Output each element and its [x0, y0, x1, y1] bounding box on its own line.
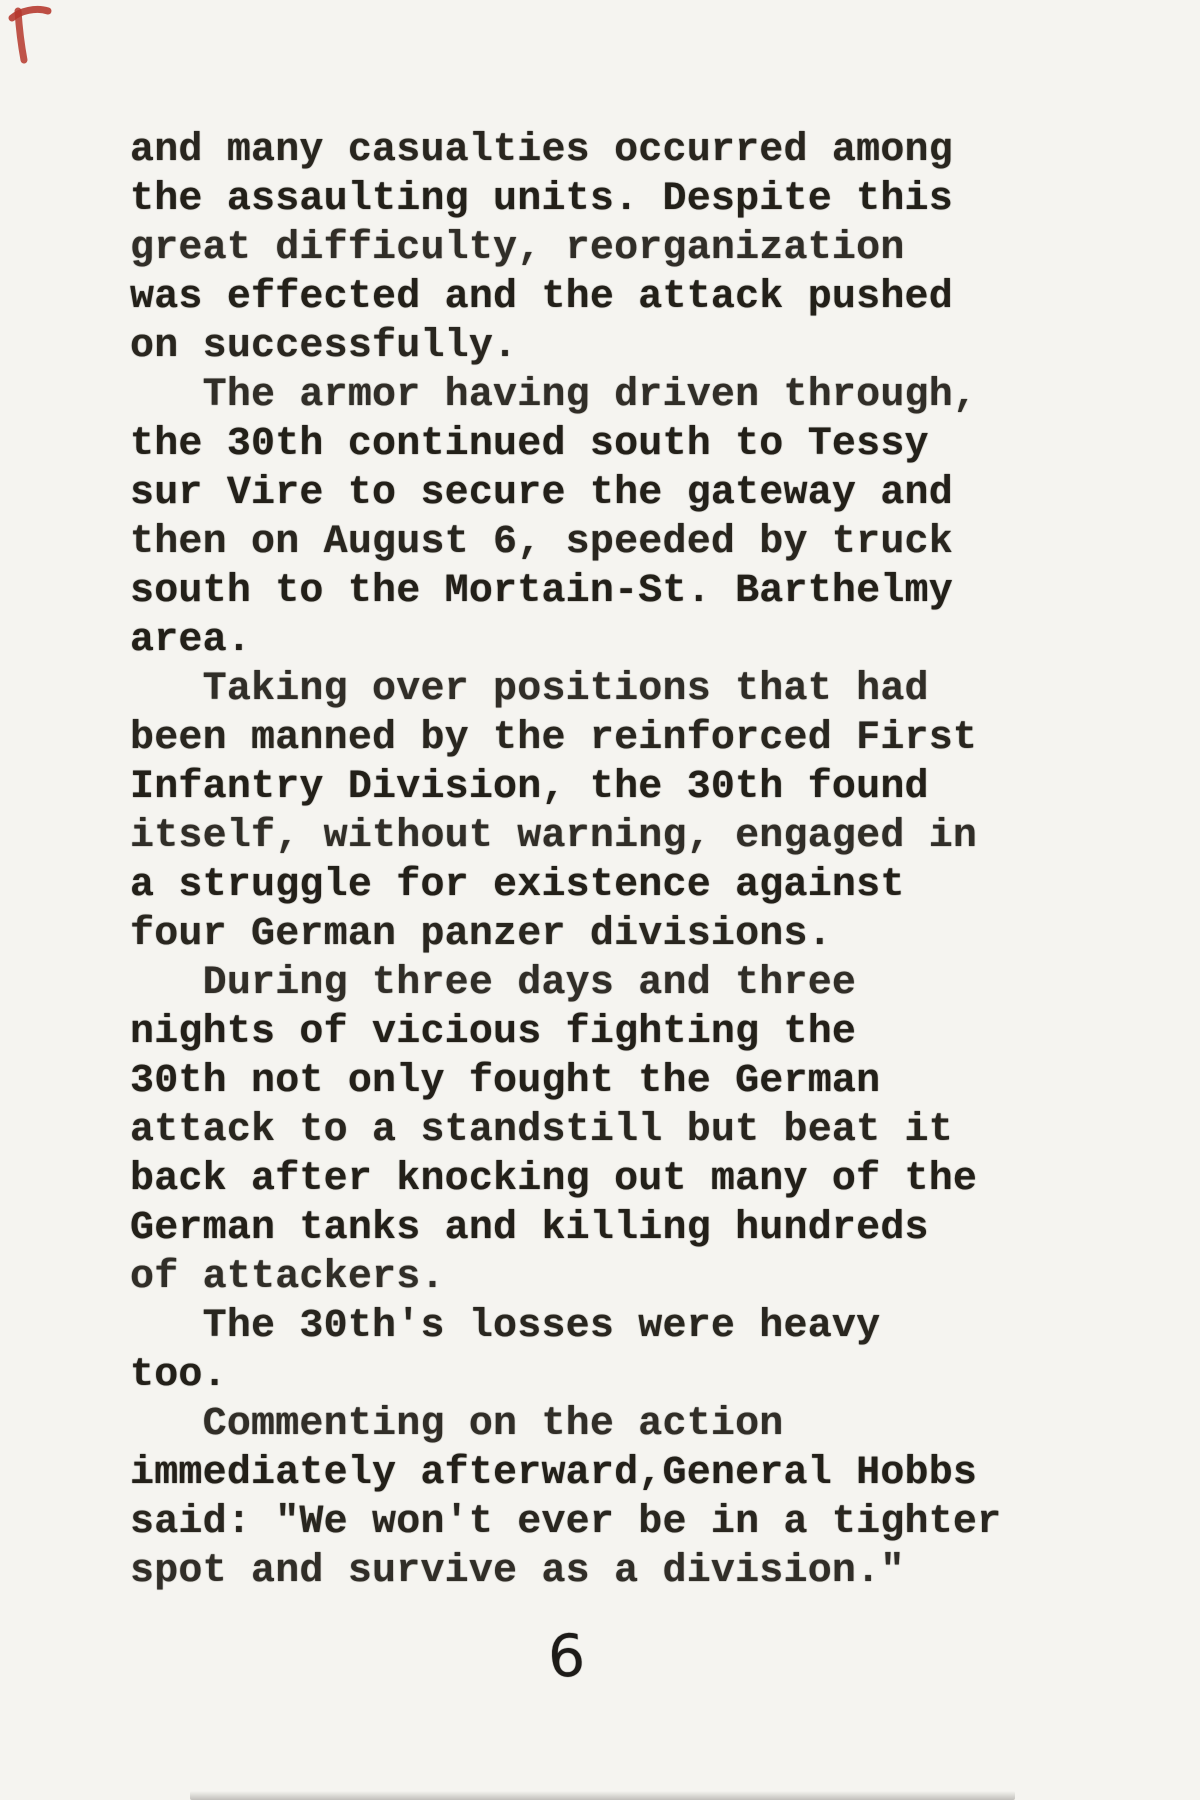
text-line: on successfully. — [130, 324, 518, 369]
text-line: of attackers. — [130, 1255, 445, 1300]
text-line: four German panzer divisions. — [130, 912, 832, 957]
text-line: German tanks and killing hundreds — [130, 1206, 929, 1251]
text-line: Commenting on the action — [130, 1402, 784, 1447]
text-line: a struggle for existence against — [130, 863, 905, 908]
red-crayon-corner-mark — [6, 2, 54, 68]
text-line: then on August 6, speeded by truck — [130, 520, 953, 565]
text-line: been manned by the reinforced First — [130, 716, 978, 761]
page-number: 6 — [546, 1621, 587, 1691]
text-line: spot and survive as a division." — [130, 1549, 905, 1594]
text-line: The 30th's losses were heavy — [130, 1304, 881, 1349]
text-line: and many casualties occurred among — [130, 128, 953, 173]
typed-text-block — [130, 126, 1001, 1596]
text-line: was effected and the attack pushed — [130, 275, 953, 320]
text-line: the 30th continued south to Tessy — [130, 422, 929, 467]
text-line: Infantry Division, the 30th found — [130, 765, 929, 810]
text-line: sur Vire to secure the gateway and — [130, 471, 953, 516]
scan-edge-shadow — [190, 1791, 1015, 1800]
text-line: back after knocking out many of the — [130, 1157, 978, 1202]
text-line: itself, without warning, engaged in — [130, 814, 978, 859]
text-line: immediately afterward,General Hobbs — [130, 1451, 978, 1496]
text-line: nights of vicious fighting the — [130, 1010, 857, 1055]
text-line: 30th not only fought the German — [130, 1059, 881, 1104]
text-line: The armor having driven through, — [130, 373, 978, 418]
text-line: attack to a standstill but beat it — [130, 1108, 953, 1153]
text-line: Taking over positions that had — [130, 667, 929, 712]
text-line: south to the Mortain-St. Barthelmy — [130, 569, 953, 614]
text-line: During three days and three — [130, 961, 857, 1006]
text-line: the assaulting units. Despite this — [130, 177, 953, 222]
text-line: said: "We won't ever be in a tighter — [130, 1500, 1002, 1545]
text-line: too. — [130, 1353, 227, 1398]
text-line: great difficulty, reorganization — [130, 226, 905, 271]
text-line: area. — [130, 618, 252, 663]
